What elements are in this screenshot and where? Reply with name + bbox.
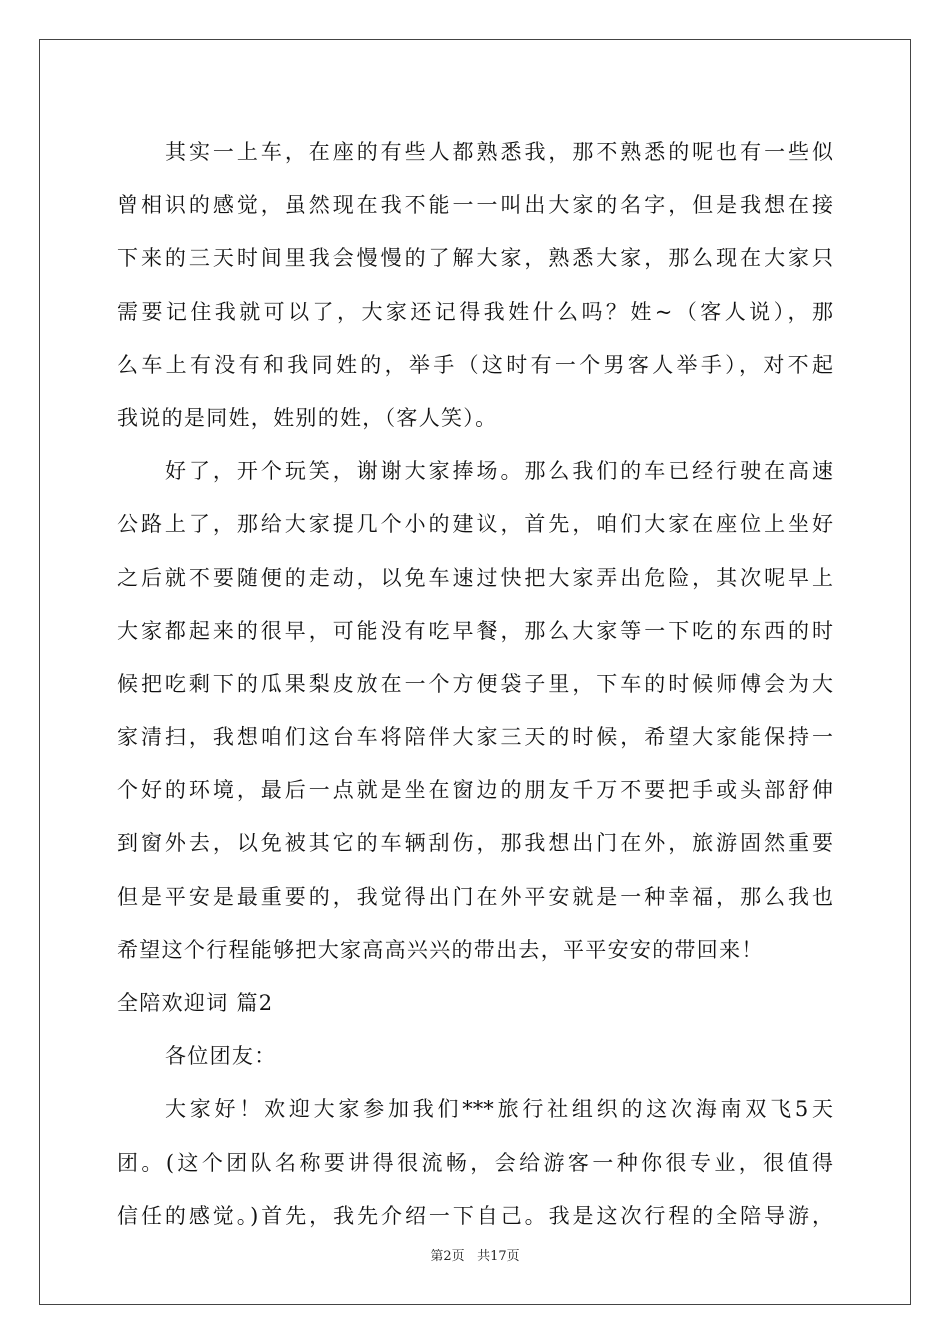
greeting: 各位团友： [165,1044,277,1069]
document-body [117,126,833,1243]
text-line: 个好的环境，最后一点就是坐在窗边的朋友千万不要把手或头部舒伸 [117,778,833,803]
paragraph-3 [117,1083,833,1243]
text-line: 但是平安是最重要的，我觉得出门在外平安就是一种幸福，那么我也 [117,884,833,909]
text-line: 之后就不要随便的走动，以免车速过快把大家弄出危险，其次呢早上 [117,565,833,590]
paragraph-2 [117,445,833,977]
text-line: 团。(这个团队名称要讲得很流畅，会给游客一种你很专业，很值得 [117,1150,833,1175]
text-line: 其实一上车，在座的有些人都熟悉我，那不熟悉的呢也有一些似 [165,140,833,164]
paragraph-1 [117,126,833,445]
text-line: 候把吃剩下的瓜果梨皮放在一个方便袋子里，下车的时候师傅会为大 [117,671,833,696]
text-line: 希望这个行程能够把大家高高兴兴的带出去，平平安安的带回来！ [117,937,764,962]
text-line: 好了，开个玩笑，谢谢大家捧场。那么我们的车已经行驶在高速 [165,459,833,484]
text-line: 公路上了，那给大家提几个小的建议，首先，咱们大家在座位上坐好 [117,512,833,537]
text-line: 大家都起来的很早，可能没有吃早餐，那么大家等一下吃的东西的时 [117,618,833,643]
page-total: 共17页 [477,1249,520,1264]
text-line: 需要记住我就可以了，大家还记得我姓什么吗？姓~（客人说），那 [117,299,833,324]
text-line: 下来的三天时间里我会慢慢的了解大家，熟悉大家，那么现在大家只 [117,246,833,271]
text-line: 大家好！欢迎大家参加我们***旅行社组织的这次海南双飞5天 [165,1097,833,1122]
page-footer [0,1245,950,1264]
text-line: 么车上有没有和我同姓的，举手（这时有一个男客人举手），对不起 [117,352,833,377]
section-heading: 全陪欢迎词 篇2 [117,991,274,1015]
text-line: 曾相识的感觉，虽然现在我不能一一叫出大家的名字，但是我想在接 [117,193,833,218]
text-line: 家清扫，我想咱们这台车将陪伴大家三天的时候，希望大家能保持一 [117,725,833,750]
text-line: 我说的是同姓，姓别的姓，（客人笑）。 [117,405,498,430]
page-number: 第2页 [430,1249,465,1264]
text-line: 到窗外去，以免被其它的车辆刮伤，那我想出门在外，旅游固然重要 [117,831,833,856]
text-line: 信任的感觉。)首先，我先介绍一下自己。我是这次行程的全陪导游， [117,1203,833,1228]
